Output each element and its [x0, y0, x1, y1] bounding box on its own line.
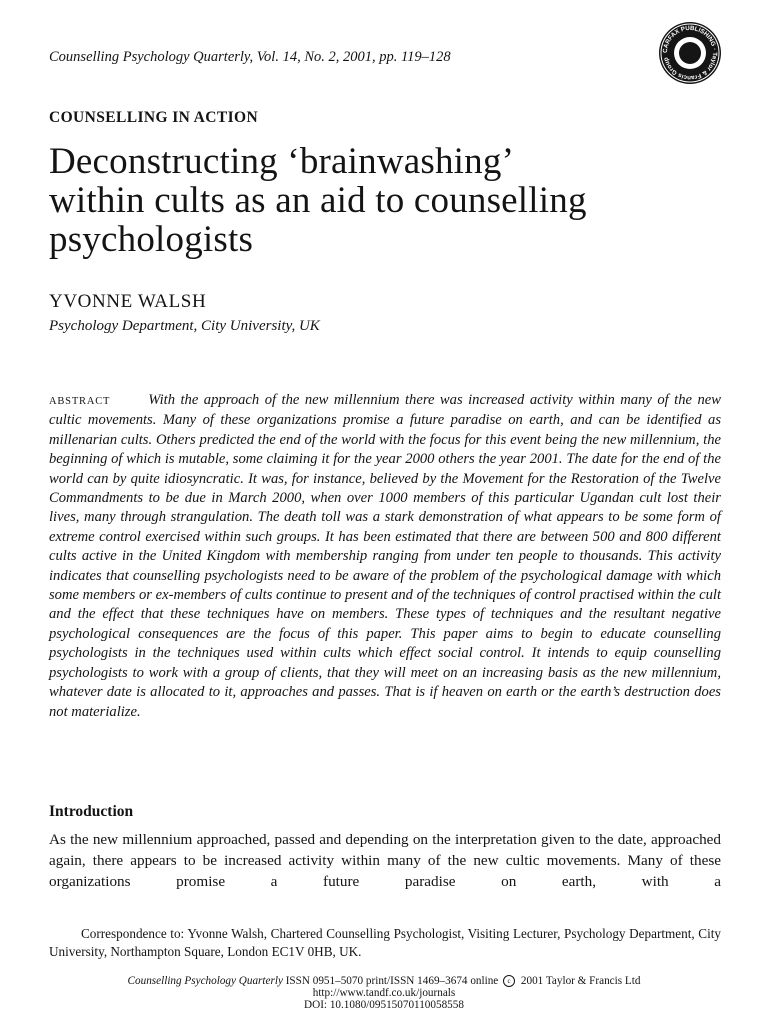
footer-url: http://www.tandf.co.uk/journals [312, 987, 456, 999]
footer-journal: Counselling Psychology Quarterly [127, 975, 283, 987]
footer-doi: DOI: 10.1080/09515070110058558 [304, 999, 464, 1011]
introduction-text: As the new millennium approached, passed and depending on the interpretation given to the date, approached again, there appears to be increased activity within many of the new cultic movements. Many of these organizations promise a future paradise on earth, with a [49, 831, 721, 890]
footer-issn-line [0, 975, 768, 988]
footer-issn: ISSN 0951–5070 print/ISSN 1469–3674 online [285, 975, 499, 987]
introduction-heading: Introduction [49, 803, 134, 820]
abstract-text: With the approach of the new millennium there was increased activity within many of the new cultic movements. Many of these organizations promise a future paradise on earth, and can be identified as millenarian cults. Others predicted the end of the world with the focus for this event being the new millennium, the beginning of which is mutable, some claiming it for the year 2000 others the year 2001. The date for the end of the world can by quite idiosyncratic. It was, for instance, believed by the Movement for the Restoration of the Twelve Commandments to be due in March 2000, when over 1000 members of this particular Ugandan cult lost their lives, many through strangulation. The death toll was a stark demonstration of what appears to be some form of extreme control exercised within such groups. It has been estimated that there are between 500 and 800 different cults active in the United Kingdom with membership ranging from under ten people to thousands. This activity indicates that counselling psychologists need to be aware of the problem of the psychological damage with which some members or ex-members of cults continue to present and of the techniques of control practised within the cult and the effect that these techniques have on members. These types of techniques and the resultant negative psychological consequences are the focus of this paper. This paper aims to begin to educate counselling psychologists in the techniques used within cults which effect social control. It intends to equip counselling psychologists to work with a group of clients, that they will meet on an increasing basis as the new millennium, whatever date is allocated to it, approaches and passes. That is if heaven on earth or the earth’s destruction does not materialize. [49, 392, 721, 720]
publisher-seal-logo [659, 22, 721, 84]
section-label: COUNSELLING IN ACTION [49, 109, 259, 126]
journal-citation: Counselling Psychology Quarterly, Vol. 14, No. 2, 2001, pp. 119–128 [49, 49, 451, 65]
title-line-3: psychologists [49, 219, 254, 260]
author-affiliation: Psychology Department, City University, UK [49, 318, 320, 334]
article-title [49, 142, 729, 259]
footer-copyright: 2001 Taylor & Francis Ltd [520, 975, 641, 987]
publisher-seal-graphic [659, 22, 721, 84]
correspondence-note: Correspondence to: Yvonne Walsh, Chartered Counselling Psychologist, Visiting Lecturer, Psychology Department, City University, Northampton Square, London EC1V 0HB, UK. [49, 926, 721, 959]
title-line-1: Deconstructing ‘brainwashing’ [49, 141, 515, 182]
title-line-2: within cults as an aid to counselling [49, 180, 587, 221]
seal-lettering: CARFAX PUBLISHING · Taylor & Francis Group [661, 24, 719, 82]
copyright-icon: c [503, 975, 515, 987]
abstract [49, 391, 721, 722]
abstract-label: ABSTRACT [49, 396, 111, 407]
author-name: YVONNE WALSH [49, 291, 207, 312]
